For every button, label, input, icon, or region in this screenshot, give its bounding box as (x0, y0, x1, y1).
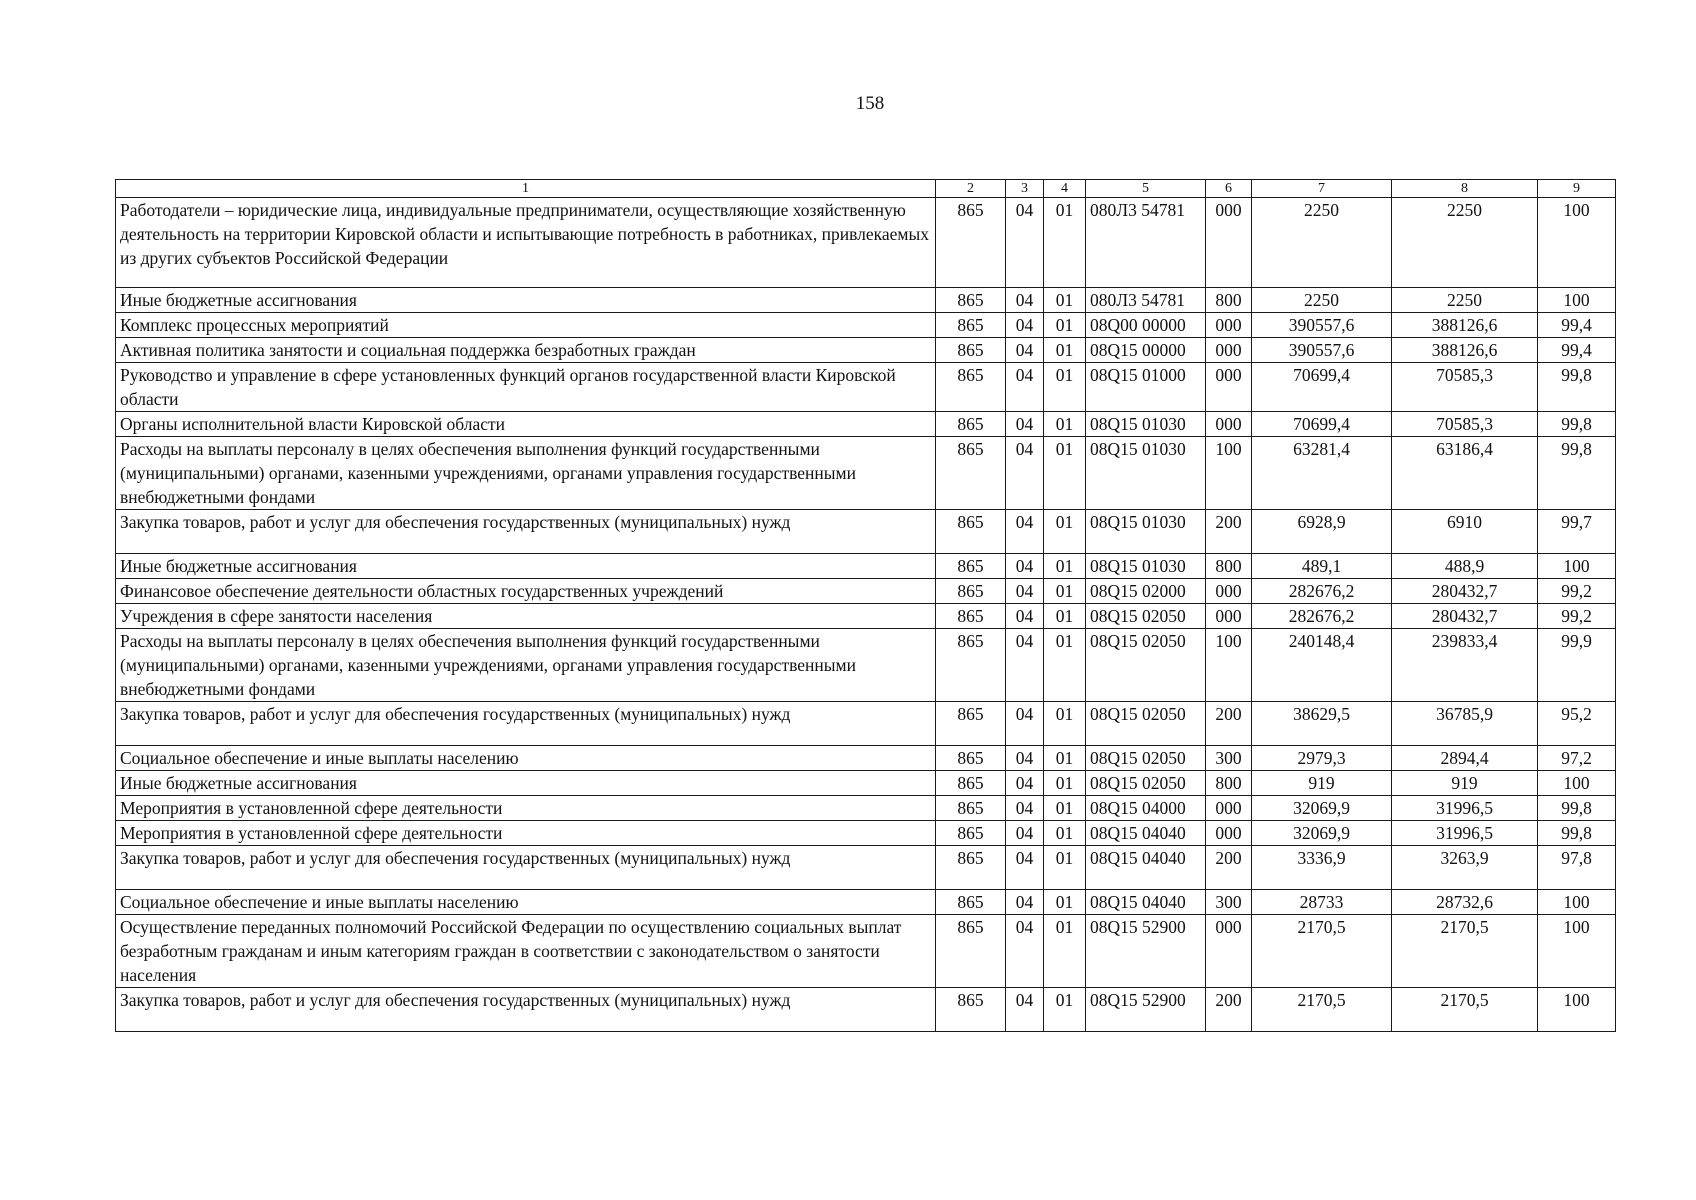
cell-target-article: 08Q15 04040 (1086, 890, 1206, 915)
cell-target-article: 08Q15 52900 (1086, 915, 1206, 988)
cell-section: 04 (1006, 915, 1044, 988)
table-row (116, 313, 1616, 338)
cell-subsection: 01 (1044, 579, 1086, 604)
cell-planned: 70699,4 (1252, 363, 1392, 412)
cell-section: 04 (1006, 796, 1044, 821)
column-header: 6 (1206, 180, 1252, 198)
cell-subsection: 01 (1044, 554, 1086, 579)
cell-ministry-code: 865 (936, 363, 1006, 412)
cell-expense-type: 200 (1206, 510, 1252, 554)
cell-target-article: 080Л3 54781 (1086, 198, 1206, 288)
cell-planned: 2979,3 (1252, 746, 1392, 771)
cell-percent: 97,2 (1538, 746, 1616, 771)
cell-subsection: 01 (1044, 796, 1086, 821)
cell-executed: 63186,4 (1392, 437, 1538, 510)
cell-percent: 99,8 (1538, 796, 1616, 821)
cell-subsection: 01 (1044, 198, 1086, 288)
cell-percent: 100 (1538, 771, 1616, 796)
table-row (116, 629, 1616, 702)
cell-subsection: 01 (1044, 771, 1086, 796)
cell-executed: 28732,6 (1392, 890, 1538, 915)
cell-subsection: 01 (1044, 288, 1086, 313)
cell-planned: 282676,2 (1252, 579, 1392, 604)
cell-percent: 99,8 (1538, 363, 1616, 412)
cell-section: 04 (1006, 338, 1044, 363)
row-name: Расходы на выплаты персоналу в целях обеспечения выполнения функций государственными (муниципальными) органами, казенными учреждениями, органами управления государственными внебюджетными фондами (116, 437, 936, 510)
cell-section: 04 (1006, 579, 1044, 604)
table-row (116, 579, 1616, 604)
cell-target-article: 08Q15 00000 (1086, 338, 1206, 363)
cell-executed: 70585,3 (1392, 363, 1538, 412)
table-body (116, 180, 1616, 1032)
cell-section: 04 (1006, 988, 1044, 1032)
cell-executed: 488,9 (1392, 554, 1538, 579)
table-row (116, 915, 1616, 988)
cell-planned: 63281,4 (1252, 437, 1392, 510)
cell-section: 04 (1006, 746, 1044, 771)
cell-planned: 2250 (1252, 198, 1392, 288)
cell-percent: 95,2 (1538, 702, 1616, 746)
row-name: Финансовое обеспечение деятельности областных государственных учреждений (116, 579, 936, 604)
cell-ministry-code: 865 (936, 510, 1006, 554)
cell-section: 04 (1006, 771, 1044, 796)
cell-section: 04 (1006, 846, 1044, 890)
cell-percent: 97,8 (1538, 846, 1616, 890)
cell-subsection: 01 (1044, 746, 1086, 771)
cell-percent: 100 (1538, 198, 1616, 288)
cell-ministry-code: 865 (936, 915, 1006, 988)
row-name: Органы исполнительной власти Кировской области (116, 412, 936, 437)
cell-target-article: 08Q15 01030 (1086, 510, 1206, 554)
cell-expense-type: 000 (1206, 198, 1252, 288)
cell-planned: 489,1 (1252, 554, 1392, 579)
cell-section: 04 (1006, 198, 1044, 288)
column-header: 8 (1392, 180, 1538, 198)
cell-planned: 282676,2 (1252, 604, 1392, 629)
cell-target-article: 08Q15 02050 (1086, 702, 1206, 746)
cell-ministry-code: 865 (936, 746, 1006, 771)
table-row (116, 746, 1616, 771)
cell-subsection: 01 (1044, 915, 1086, 988)
cell-ministry-code: 865 (936, 702, 1006, 746)
cell-percent: 100 (1538, 890, 1616, 915)
cell-subsection: 01 (1044, 338, 1086, 363)
table-row (116, 510, 1616, 554)
table-row (116, 846, 1616, 890)
column-header: 9 (1538, 180, 1616, 198)
cell-expense-type: 300 (1206, 746, 1252, 771)
cell-expense-type: 000 (1206, 796, 1252, 821)
cell-expense-type: 800 (1206, 288, 1252, 313)
cell-ministry-code: 865 (936, 846, 1006, 890)
table-row (116, 988, 1616, 1032)
cell-ministry-code: 865 (936, 796, 1006, 821)
cell-executed: 2170,5 (1392, 915, 1538, 988)
cell-planned: 3336,9 (1252, 846, 1392, 890)
cell-executed: 31996,5 (1392, 821, 1538, 846)
cell-planned: 2170,5 (1252, 915, 1392, 988)
cell-target-article: 08Q15 04000 (1086, 796, 1206, 821)
cell-expense-type: 000 (1206, 363, 1252, 412)
row-name: Учреждения в сфере занятости населения (116, 604, 936, 629)
cell-percent: 99,4 (1538, 338, 1616, 363)
row-name: Иные бюджетные ассигнования (116, 771, 936, 796)
row-name: Работодатели – юридические лица, индивидуальные предприниматели, осуществляющие хозяйственную деятельность на территории Кировской области и испытывающие потребность в работниках, привлекаемых из других субъектов Российской Федерации (116, 198, 936, 288)
cell-planned: 919 (1252, 771, 1392, 796)
column-header: 3 (1006, 180, 1044, 198)
cell-percent: 99,9 (1538, 629, 1616, 702)
cell-percent: 100 (1538, 915, 1616, 988)
cell-executed: 3263,9 (1392, 846, 1538, 890)
cell-executed: 2894,4 (1392, 746, 1538, 771)
cell-subsection: 01 (1044, 702, 1086, 746)
cell-executed: 31996,5 (1392, 796, 1538, 821)
cell-section: 04 (1006, 629, 1044, 702)
cell-expense-type: 000 (1206, 579, 1252, 604)
cell-executed: 2170,5 (1392, 988, 1538, 1032)
row-name: Активная политика занятости и социальная поддержка безработных граждан (116, 338, 936, 363)
row-name: Закупка товаров, работ и услуг для обеспечения государственных (муниципальных) нужд (116, 510, 936, 554)
column-header: 5 (1086, 180, 1206, 198)
cell-planned: 2170,5 (1252, 988, 1392, 1032)
cell-executed: 2250 (1392, 198, 1538, 288)
cell-ministry-code: 865 (936, 437, 1006, 510)
table-row (116, 890, 1616, 915)
cell-planned: 6928,9 (1252, 510, 1392, 554)
cell-ministry-code: 865 (936, 890, 1006, 915)
cell-expense-type: 800 (1206, 554, 1252, 579)
cell-target-article: 08Q15 01030 (1086, 437, 1206, 510)
cell-section: 04 (1006, 437, 1044, 510)
cell-ministry-code: 865 (936, 338, 1006, 363)
cell-ministry-code: 865 (936, 604, 1006, 629)
cell-subsection: 01 (1044, 604, 1086, 629)
cell-ministry-code: 865 (936, 579, 1006, 604)
table-row (116, 338, 1616, 363)
cell-executed: 280432,7 (1392, 579, 1538, 604)
cell-percent: 99,8 (1538, 412, 1616, 437)
cell-target-article: 08Q15 01030 (1086, 412, 1206, 437)
cell-planned: 32069,9 (1252, 821, 1392, 846)
table-row (116, 288, 1616, 313)
cell-subsection: 01 (1044, 510, 1086, 554)
cell-ministry-code: 865 (936, 821, 1006, 846)
cell-expense-type: 800 (1206, 771, 1252, 796)
cell-executed: 388126,6 (1392, 338, 1538, 363)
cell-executed: 70585,3 (1392, 412, 1538, 437)
cell-executed: 6910 (1392, 510, 1538, 554)
cell-ministry-code: 865 (936, 313, 1006, 338)
cell-percent: 99,2 (1538, 604, 1616, 629)
table-row (116, 363, 1616, 412)
column-header: 4 (1044, 180, 1086, 198)
cell-section: 04 (1006, 890, 1044, 915)
cell-expense-type: 000 (1206, 915, 1252, 988)
row-name: Расходы на выплаты персоналу в целях обеспечения выполнения функций государственными (муниципальными) органами, казенными учреждениями, органами управления государственными внебюджетными фондами (116, 629, 936, 702)
cell-planned: 390557,6 (1252, 313, 1392, 338)
cell-subsection: 01 (1044, 313, 1086, 338)
cell-expense-type: 200 (1206, 846, 1252, 890)
cell-executed: 919 (1392, 771, 1538, 796)
table-row (116, 821, 1616, 846)
cell-percent: 100 (1538, 554, 1616, 579)
cell-ministry-code: 865 (936, 771, 1006, 796)
cell-subsection: 01 (1044, 846, 1086, 890)
cell-planned: 28733 (1252, 890, 1392, 915)
cell-target-article: 08Q15 52900 (1086, 988, 1206, 1032)
cell-percent: 99,8 (1538, 821, 1616, 846)
cell-planned: 390557,6 (1252, 338, 1392, 363)
row-name: Иные бюджетные ассигнования (116, 288, 936, 313)
cell-section: 04 (1006, 604, 1044, 629)
cell-expense-type: 000 (1206, 821, 1252, 846)
cell-expense-type: 300 (1206, 890, 1252, 915)
cell-ministry-code: 865 (936, 198, 1006, 288)
cell-section: 04 (1006, 510, 1044, 554)
row-name: Закупка товаров, работ и услуг для обеспечения государственных (муниципальных) нужд (116, 846, 936, 890)
cell-expense-type: 000 (1206, 313, 1252, 338)
cell-section: 04 (1006, 288, 1044, 313)
cell-ministry-code: 865 (936, 554, 1006, 579)
cell-planned: 38629,5 (1252, 702, 1392, 746)
cell-ministry-code: 865 (936, 629, 1006, 702)
cell-section: 04 (1006, 412, 1044, 437)
cell-subsection: 01 (1044, 412, 1086, 437)
cell-ministry-code: 865 (936, 988, 1006, 1032)
cell-target-article: 08Q15 04040 (1086, 821, 1206, 846)
table-row (116, 604, 1616, 629)
cell-subsection: 01 (1044, 890, 1086, 915)
table-row (116, 554, 1616, 579)
cell-target-article: 08Q15 04040 (1086, 846, 1206, 890)
cell-percent: 99,7 (1538, 510, 1616, 554)
cell-subsection: 01 (1044, 363, 1086, 412)
cell-expense-type: 000 (1206, 604, 1252, 629)
cell-section: 04 (1006, 363, 1044, 412)
cell-subsection: 01 (1044, 437, 1086, 510)
cell-section: 04 (1006, 313, 1044, 338)
table-row (116, 198, 1616, 288)
cell-subsection: 01 (1044, 629, 1086, 702)
cell-planned: 2250 (1252, 288, 1392, 313)
cell-target-article: 08Q15 02050 (1086, 746, 1206, 771)
cell-planned: 70699,4 (1252, 412, 1392, 437)
cell-ministry-code: 865 (936, 288, 1006, 313)
table-row (116, 437, 1616, 510)
cell-expense-type: 100 (1206, 437, 1252, 510)
cell-section: 04 (1006, 702, 1044, 746)
table-row (116, 412, 1616, 437)
cell-target-article: 08Q15 01000 (1086, 363, 1206, 412)
cell-section: 04 (1006, 554, 1044, 579)
cell-percent: 100 (1538, 988, 1616, 1032)
row-name: Осуществление переданных полномочий Российской Федерации по осуществлению социальных выплат безработным гражданам и иным категориям граждан в соответствии с законодательством о занятости населения (116, 915, 936, 988)
cell-expense-type: 000 (1206, 412, 1252, 437)
column-header: 7 (1252, 180, 1392, 198)
cell-ministry-code: 865 (936, 412, 1006, 437)
row-name: Закупка товаров, работ и услуг для обеспечения государственных (муниципальных) нужд (116, 988, 936, 1032)
cell-percent: 99,8 (1538, 437, 1616, 510)
cell-executed: 388126,6 (1392, 313, 1538, 338)
row-name: Закупка товаров, работ и услуг для обеспечения государственных (муниципальных) нужд (116, 702, 936, 746)
page-number: 158 (855, 93, 885, 114)
cell-executed: 2250 (1392, 288, 1538, 313)
row-name: Комплекс процессных мероприятий (116, 313, 936, 338)
cell-executed: 239833,4 (1392, 629, 1538, 702)
cell-expense-type: 200 (1206, 988, 1252, 1032)
row-name: Социальное обеспечение и иные выплаты населению (116, 890, 936, 915)
row-name: Мероприятия в установленной сфере деятельности (116, 821, 936, 846)
cell-percent: 99,2 (1538, 579, 1616, 604)
budget-table (115, 179, 1616, 1032)
row-name: Социальное обеспечение и иные выплаты населению (116, 746, 936, 771)
cell-target-article: 08Q15 01030 (1086, 554, 1206, 579)
cell-planned: 240148,4 (1252, 629, 1392, 702)
cell-planned: 32069,9 (1252, 796, 1392, 821)
cell-executed: 36785,9 (1392, 702, 1538, 746)
column-header: 2 (936, 180, 1006, 198)
cell-section: 04 (1006, 821, 1044, 846)
table-row (116, 796, 1616, 821)
table-row (116, 702, 1616, 746)
cell-expense-type: 200 (1206, 702, 1252, 746)
cell-executed: 280432,7 (1392, 604, 1538, 629)
row-name: Руководство и управление в сфере установленных функций органов государственной власти Кировской области (116, 363, 936, 412)
cell-target-article: 08Q15 02000 (1086, 579, 1206, 604)
cell-target-article: 08Q15 02050 (1086, 629, 1206, 702)
column-number-row (116, 180, 1616, 198)
cell-subsection: 01 (1044, 821, 1086, 846)
row-name: Мероприятия в установленной сфере деятельности (116, 796, 936, 821)
cell-percent: 99,4 (1538, 313, 1616, 338)
column-header: 1 (116, 180, 936, 198)
row-name: Иные бюджетные ассигнования (116, 554, 936, 579)
cell-target-article: 08Q00 00000 (1086, 313, 1206, 338)
table-row (116, 771, 1616, 796)
cell-target-article: 08Q15 02050 (1086, 771, 1206, 796)
cell-target-article: 080Л3 54781 (1086, 288, 1206, 313)
cell-expense-type: 000 (1206, 338, 1252, 363)
cell-percent: 100 (1538, 288, 1616, 313)
cell-expense-type: 100 (1206, 629, 1252, 702)
cell-target-article: 08Q15 02050 (1086, 604, 1206, 629)
cell-subsection: 01 (1044, 988, 1086, 1032)
